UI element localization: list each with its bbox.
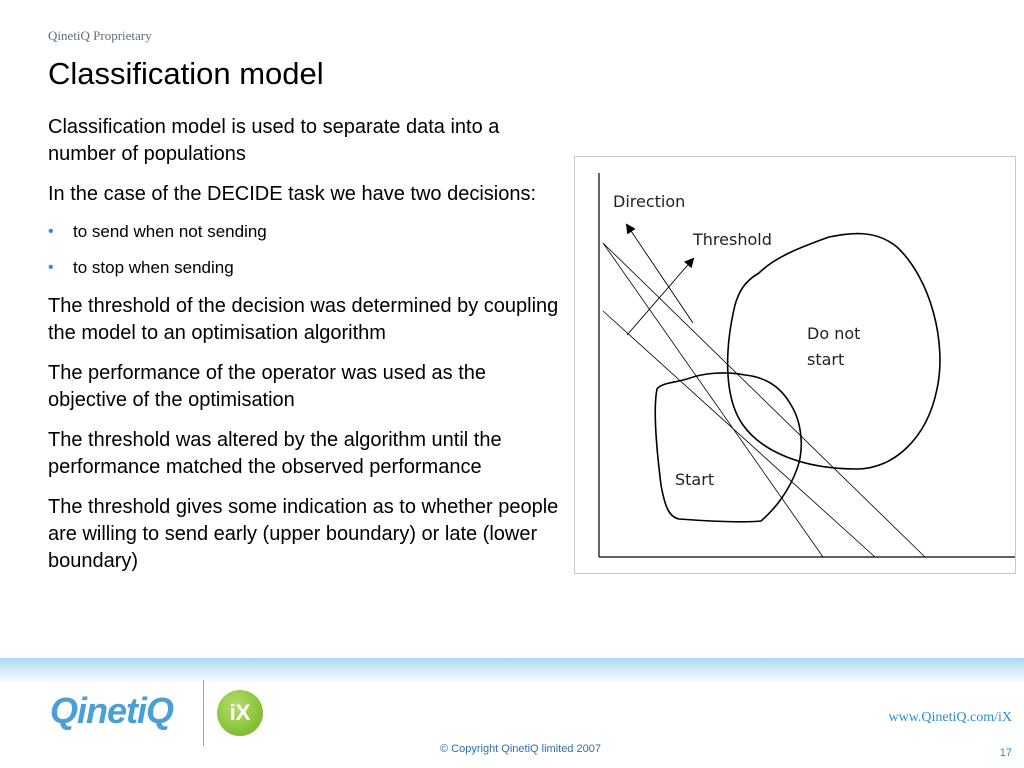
footer-band xyxy=(0,658,1024,684)
start-region xyxy=(655,373,801,522)
slide-body xyxy=(48,114,568,588)
direction-arrow xyxy=(627,225,693,323)
proprietary-label: QinetiQ Proprietary xyxy=(48,28,152,43)
classification-diagram xyxy=(574,156,1016,574)
threshold-label: Threshold xyxy=(693,230,772,249)
list-item xyxy=(48,221,568,243)
ix-badge-icon: iX xyxy=(217,690,263,736)
boundary-line-upper xyxy=(603,243,925,557)
paragraph-6: The threshold gives some indication as to whether people are willing to send early (upper boundary) or late (lower boundary) xyxy=(48,496,559,572)
slide-title: Classification model xyxy=(48,56,324,91)
paragraph-2: In the case of the DECIDE task we have two decisions: xyxy=(48,183,537,205)
start-label: Start xyxy=(675,470,715,489)
do-not-start-label-line1: Do not xyxy=(807,324,861,343)
qinetiq-logo: QinetiQ xyxy=(50,690,174,731)
decision-list xyxy=(48,221,568,279)
paragraph-1: Classification model is used to separate data into a number of populations xyxy=(48,116,500,165)
boundary-line-middle xyxy=(603,311,875,557)
list-item xyxy=(48,257,568,279)
logo-divider xyxy=(203,680,204,746)
direction-label: Direction xyxy=(613,192,686,211)
bullet-icon: • xyxy=(48,259,54,276)
boundary-line-inner xyxy=(603,243,823,557)
list-item-text: to stop when sending xyxy=(73,258,234,277)
copyright-notice: © Copyright QinetiQ limited 2007 xyxy=(440,743,601,755)
bullet-icon: • xyxy=(48,223,54,240)
do-not-start-label-line2: start xyxy=(807,350,845,369)
paragraph-5: The threshold was altered by the algorithm until the performance matched the observed performance xyxy=(48,429,502,478)
diagram-canvas xyxy=(575,157,1017,575)
list-item-text: to send when not sending xyxy=(73,222,267,241)
website-link[interactable]: www.QinetiQ.com/iX xyxy=(888,710,1012,725)
paragraph-4: The performance of the operator was used as the objective of the optimisation xyxy=(48,362,487,411)
page-number: 17 xyxy=(999,747,1012,759)
threshold-arrow xyxy=(627,259,693,335)
paragraph-3: The threshold of the decision was determined by coupling the model to an optimisation algorithm xyxy=(48,295,559,344)
